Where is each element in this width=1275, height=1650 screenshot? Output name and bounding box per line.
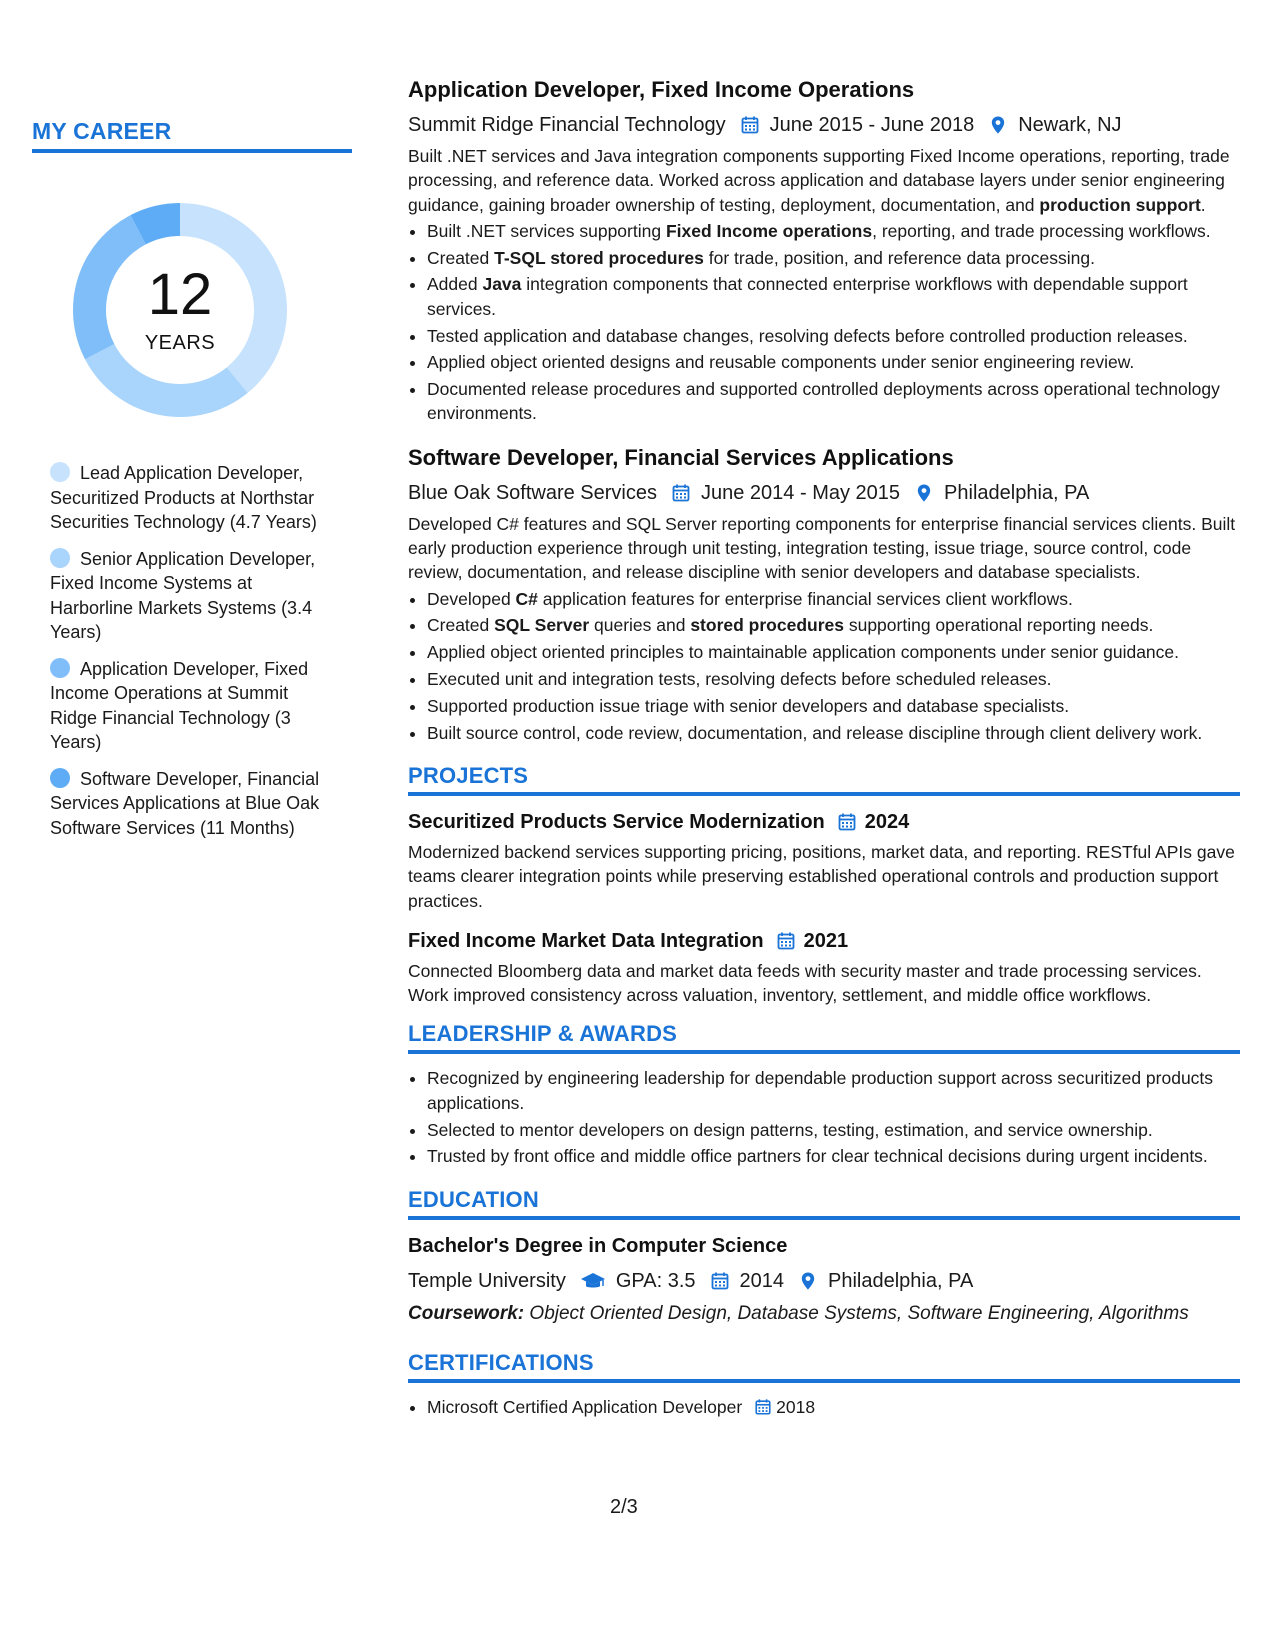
- sidebar: [32, 118, 352, 852]
- bullet-item: • Added Java integration components that connected enterprise workflows with dependable support services.: [427, 272, 1240, 321]
- career-item: [50, 767, 325, 841]
- company-name: Blue Oak Software Services: [408, 481, 657, 504]
- location-pin-icon: [988, 115, 1008, 135]
- job-meta: [408, 478, 1240, 508]
- career-item-text: Lead Application Developer, Securitized Products at Northstar Securities Technology (4.7 Years): [50, 463, 317, 532]
- summary-bold: production support: [1039, 194, 1201, 215]
- donut-center: [65, 195, 295, 425]
- leadership-item: • Selected to mentor developers on design patterns, testing, estimation, and service ownership.: [427, 1118, 1240, 1142]
- leadership-item: • Recognized by engineering leadership for dependable production support across securitized products applications.: [427, 1066, 1240, 1115]
- bullet-item: • Built .NET services supporting Fixed Income operations, reporting, and trade processing workflows.: [427, 219, 1240, 243]
- certifications-list: [408, 1395, 1240, 1419]
- projects-heading: PROJECTS: [408, 763, 1240, 796]
- job-bullets: [408, 587, 1240, 745]
- job-entry: [408, 444, 1240, 745]
- job-meta: [408, 110, 1240, 140]
- education-meta: [408, 1266, 1240, 1296]
- graduation-cap-icon: [580, 1271, 606, 1291]
- project-title: Securitized Products Service Modernization: [408, 810, 825, 833]
- bullet-item: • Tested application and database changes, resolving defects before controlled production releases.: [427, 324, 1240, 348]
- coursework-list: Object Oriented Design, Database Systems, Software Engineering, Algorithms: [524, 1302, 1189, 1324]
- calendar-icon: [710, 1271, 730, 1291]
- legend-dot: [50, 658, 70, 678]
- calendar-icon: [754, 1398, 772, 1416]
- total-years-unit: YEARS: [144, 331, 216, 354]
- calendar-icon: [671, 483, 691, 503]
- job-dates: June 2015 - June 2018: [769, 114, 975, 136]
- summary-text: .: [1200, 194, 1206, 215]
- school-location: Philadelphia, PA: [828, 1269, 974, 1292]
- project-description: Modernized backend services supporting pricing, positions, market data, and reporting. RESTful APIs gave teams clearer integration points while preserving established operational controls and production support practices.: [408, 841, 1235, 911]
- legend-dot: [50, 462, 70, 482]
- education-heading: EDUCATION: [408, 1187, 1240, 1220]
- bullet-item: • Applied object oriented designs and reusable components under senior engineering review.: [427, 350, 1240, 374]
- bullet-item: • Supported production issue triage with senior developers and database specialists.: [427, 694, 1240, 718]
- degree-title: Bachelor's Degree in Computer Science: [408, 1234, 788, 1257]
- career-item: [50, 657, 325, 755]
- project-entry: [408, 927, 1240, 1008]
- project-title-row: [408, 808, 1240, 836]
- main-column: [408, 76, 1240, 1421]
- job-entry: [408, 76, 1240, 426]
- bullet-item: • Built source control, code review, documentation, and release discipline through client delivery work.: [427, 721, 1240, 745]
- job-title: Application Developer, Fixed Income Operations: [408, 77, 915, 102]
- bullet-item: • Applied object oriented principles to maintainable application components under senior guidance.: [427, 640, 1240, 664]
- location-pin-icon: [914, 483, 934, 503]
- project-title-row: [408, 927, 1240, 955]
- leadership-list: [408, 1066, 1240, 1168]
- company-name: Summit Ridge Financial Technology: [408, 114, 726, 136]
- job-summary: [408, 144, 1240, 217]
- certifications-heading: CERTIFICATIONS: [408, 1350, 1240, 1383]
- bullet-item: • Created SQL Server queries and stored procedures supporting operational reporting needs.: [427, 613, 1240, 637]
- page-number: 2/3: [610, 1496, 638, 1518]
- job-location: Philadelphia, PA: [944, 481, 1090, 504]
- career-item: [50, 461, 325, 535]
- legend-dot: [50, 768, 70, 788]
- career-item-text: Application Developer, Fixed Income Operations at Summit Ridge Financial Technology (3 Years): [50, 658, 309, 752]
- certification-year: 2018: [776, 1396, 816, 1417]
- leadership-item: • Trusted by front office and middle office partners for clear technical decisions during urgent incidents.: [427, 1144, 1240, 1168]
- certification-item: [427, 1395, 1240, 1419]
- leadership-heading: LEADERSHIP & AWARDS: [408, 1021, 1240, 1054]
- bullet-item: • Executed unit and integration tests, resolving defects before scheduled releases.: [427, 667, 1240, 691]
- school-name: Temple University: [408, 1269, 566, 1292]
- calendar-icon: [776, 931, 796, 951]
- total-years-number: 12: [147, 261, 213, 327]
- bullet-item: • Developed C# application features for enterprise financial services client workflows.: [427, 587, 1240, 611]
- job-bullets: [408, 219, 1240, 426]
- project-year: 2024: [864, 810, 910, 833]
- calendar-icon: [740, 115, 760, 135]
- bullet-item: • Documented release procedures and supported controlled deployments across operational technology environments.: [427, 377, 1240, 426]
- career-donut-chart: [65, 195, 295, 425]
- location-pin-icon: [798, 1271, 818, 1291]
- job-dates: June 2014 - May 2015: [701, 481, 901, 504]
- graduation-year: 2014: [739, 1269, 784, 1292]
- job-title: Software Developer, Financial Services Applications: [408, 444, 954, 470]
- job-location: Newark, NJ: [1018, 114, 1122, 136]
- job-summary: Developed C# features and SQL Server reporting components for enterprise financial services clients. Built early production experience through unit testing, integration testing, issue triage, source control, code review, documentation, and release discipline with senior developers and database specialists.: [408, 513, 1236, 583]
- career-list: [50, 461, 325, 840]
- career-item-text: Software Developer, Financial Services Applications at Blue Oak Software Services (11 Months): [50, 768, 320, 838]
- project-year: 2021: [803, 929, 849, 952]
- project-title: Fixed Income Market Data Integration: [408, 929, 764, 952]
- career-heading: MY CAREER: [32, 118, 352, 153]
- coursework: [408, 1300, 1240, 1328]
- certification-name: • Microsoft Certified Application Developer: [427, 1396, 743, 1417]
- career-item-text: Senior Application Developer, Fixed Income Systems at Harborline Markets Systems (3.4 Years): [50, 548, 316, 642]
- project-entry: [408, 808, 1240, 913]
- career-item: [50, 547, 325, 645]
- coursework-label: Coursework:: [408, 1302, 525, 1324]
- bullet-item: • Created T-SQL stored procedures for trade, position, and reference data processing.: [427, 246, 1240, 270]
- calendar-icon: [837, 812, 857, 832]
- gpa: GPA: 3.5: [615, 1269, 696, 1292]
- legend-dot: [50, 548, 70, 568]
- summary-text: Built .NET services and Java integration components supporting Fixed Income operations, reporting, trade processing, and reference data. Worked across application and database layers under senior engineering guidance, gaining broader ownership of testing, deployment, documentation, and: [408, 146, 1230, 215]
- project-description: Connected Bloomberg data and market data feeds with security master and trade processing services. Work improved consistency across valuation, inventory, settlement, and middle office workflows.: [408, 960, 1202, 1006]
